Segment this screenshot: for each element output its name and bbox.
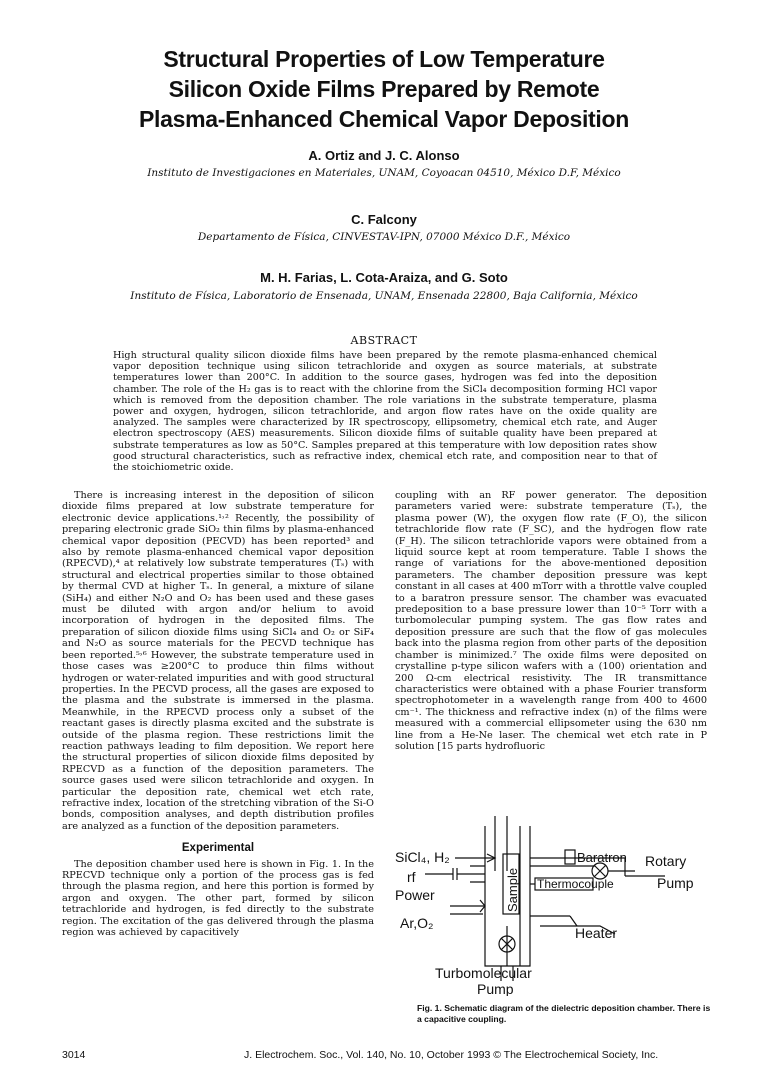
label-rf: rf: [407, 869, 416, 885]
section-heading-experimental: Experimental: [181, 842, 255, 855]
label-thermocouple: Thermocouple: [537, 877, 614, 891]
abstract-text: High structural quality silicon dioxide films have been prepared by the remote plasma-enhanced chemical vapor deposition technique using silicon tetrachloride and oxygen as source materials, at substrate temperatures lower than 200°C. In addition to the source gases, hydrogen was fed into the deposition chamber. The role of the H₂ gas is to react with the chlorine from the SiCl₄ decomposition forming HCl vapor which is removed from the deposition chamber. The role variations in the substrate temperature, plasma power and oxygen, hydrogen, silicon tetrachloride, and argon flow rates have on the oxide quality are analyzed. The samples were characterized by IR spectroscopy, ellipsometry, chemical etch rate, and Auger electron spectroscopy (AES) measurements. Silicon dioxide films of suitable quality have been prepared at substrate temperatures as low as 50°C. Samples prepared at this temperature with low deposition rates show good structural characteristics, such as refractive index, chemical etch rate, and composition near to that of the stoichiometric oxide.: [113, 350, 657, 474]
author-group-3: M. H. Farias, L. Cota-Araiza, and G. Soto: [260, 270, 508, 285]
label-rotary: Rotary: [645, 853, 687, 869]
label-turbo-pump: Pump: [477, 981, 514, 996]
right-paragraph: coupling with an RF power generator. The deposition parameters varied were: substrate temperature (Tₛ), the plasma power (W), the oxygen flow rate (F_O), the silicon tetrachloride flow rate (F_SC), and the hydrogen flow rate (F_H). The silicon tetrachloride vapors were obtained from a liquid source kept at room temperature. Table I shows the range of variations for the above-mentioned deposition parameters. The chamber deposition pressure was kept constant in all cases at 400 mTorr with a throttle valve coupled to a baratron pressure sensor. The chamber was evacuated predeposition to a base pressure lower than 10⁻⁵ Torr with a turbomolecular pumping system. The gas flow rates and deposition pressure are such that the flow of gas molecules back into the plasma region from other parts of the deposition chamber is minimized.⁷ The oxide films were deposited on crystalline p-type silicon wafers with a (100) orientation and 200 Ω-cm electrical resistivity. The IR transmittance characteristics were obtained with a phase Fourier transform spectrophotometer in a wavelength range from 400 to 4600 cm⁻¹. The thickness and refractive index (n) of the films were measured with a commercial ellipsometer using the 630 nm line from a He-Ne laser. The chemical wet etch rate in P solution [15 parts hydrofluoric: [395, 490, 707, 752]
page-number: 3014: [62, 1049, 86, 1061]
right-column: [395, 490, 707, 752]
paper-title: [0, 44, 768, 134]
title-line-2: Silicon Oxide Films Prepared by Remote: [168, 76, 600, 102]
label-heater: Heater: [575, 925, 618, 941]
affiliation-1: Instituto de Investigaciones en Materiales, UNAM, Coyoacan 04510, México D.F, México: [147, 167, 621, 179]
deposition-chamber-diagram: [395, 816, 715, 996]
left-column: [62, 490, 374, 938]
label-baratron: Baratron: [577, 850, 627, 865]
affiliation-2: Departamento de Física, CINVESTAV-IPN, 07000 México D.F., México: [197, 231, 571, 243]
affiliation-3: Instituto de Física, Laboratorio de Ensenada, UNAM, Ensenada 22800, Baja California, México: [130, 290, 638, 302]
abstract-heading: ABSTRACT: [350, 334, 418, 347]
figure-caption: Fig. 1. Schematic diagram of the dielectric deposition chamber. There is a capacitive coupling.: [417, 1003, 711, 1024]
experimental-paragraph: The deposition chamber used here is shown in Fig. 1. In the RPECVD technique only a portion of the process gas is fed through the plasma region, and here this portion is formed by argon and oxygen. The other part, formed by silicon tetrachloride and hydrogen, is fed directly to the substrate region. The excitation of the gas delivered through the plasma region was achieved by capacitively: [62, 858, 374, 939]
label-turbomolecular: Turbomolecular: [435, 965, 532, 981]
author-group-1: A. Ortiz and J. C. Alonso: [308, 148, 460, 163]
label-ar-o2: Ar,O₂: [400, 915, 434, 931]
label-sample: Sample: [505, 867, 520, 912]
title-line-1: Structural Properties of Low Temperature: [163, 46, 605, 72]
label-sicl4-h2: SiCl₄, H₂: [395, 849, 450, 865]
intro-paragraph: There is increasing interest in the deposition of silicon dioxide films prepared at low substrate temperature for electronic device applications.¹˒² Recently, the possibility of preparing electronic grade SiO₂ thin films by plasma-enhanced chemical vapor deposition (PECVD) has been reported³ and also by remote plasma-enhanced chemical vapor deposition (RPECVD),⁴ at relatively low substrate temperatures (Tₛ) with structural and electrical properties similar to those obtained by thermal CVD at higher Tₛ. In general, a mixture of silane (SiH₄) and either N₂O and O₂ has been used and these gases must be diluted with argon and/or helium to avoid incorporation of hydrogen in the deposited films. The preparation of silicon dioxide films using SiCl₄ and O₂ or SiF₄ and N₂O as source materials for the PECVD technique has been reported.⁵˒⁶ However, the substrate temperature used in those cases was ≥200°C to produce thin films without hydrogen or water-related impurities and with good structural properties. In the PECVD process, all the gases are exposed to the plasma and the substrate is immersed in the plasma. Meanwhile, in the RPECVD process only a subset of the reactant gases is directly plasma excited and the substrate is outside of the plasma region. These restrictions limit the reaction pathways leading to film deposition. We report here the structural properties of silicon dioxide films deposited by RPECVD as a function of the deposition parameters. The source gases used were silicon tetrachloride and oxygen. In particular the deposition rate, chemical wet etch rate, refractive index, location of the stretching vibration of the Si-O bonds, composition analyses, and depth distribution profiles are analyzed as a function of the deposition parameters.: [62, 490, 374, 832]
author-group-2: C. Falcony: [351, 212, 417, 227]
title-line-3: Plasma-Enhanced Chemical Vapor Deposition: [138, 106, 629, 132]
label-rotary-pump: Pump: [657, 875, 694, 891]
label-power: Power: [395, 887, 435, 903]
journal-footer: J. Electrochem. Soc., Vol. 140, No. 10, October 1993 © The Electrochemical Society, Inc.: [244, 1049, 659, 1061]
